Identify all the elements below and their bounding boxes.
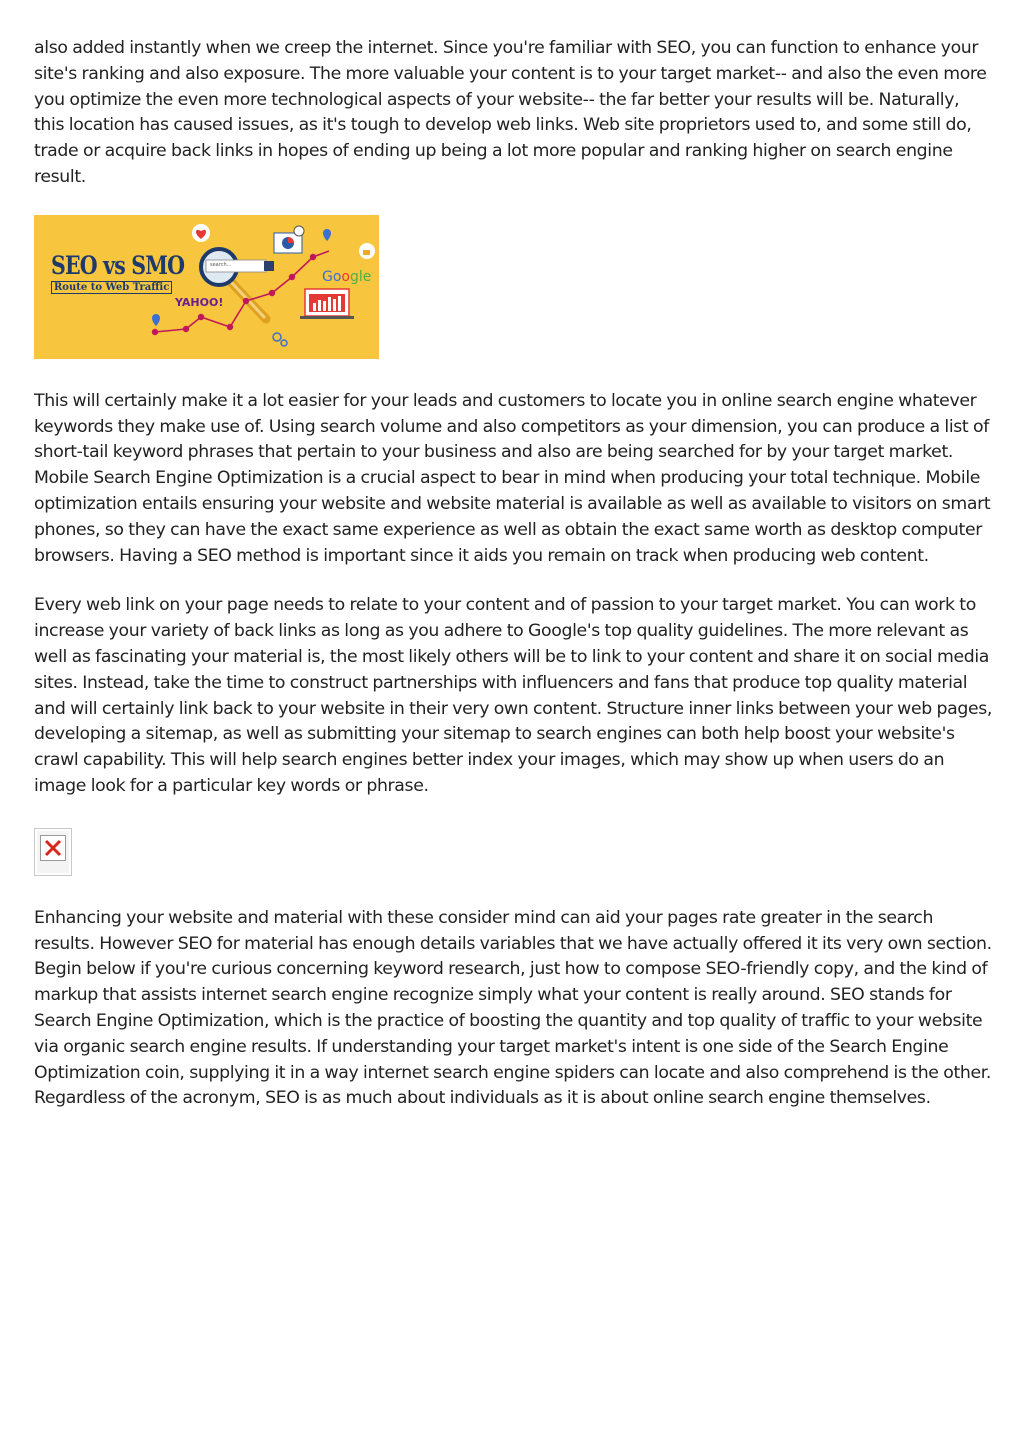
seo-vs-smo-banner-image [34,215,379,359]
banner-title: SEO vs SMO [51,250,185,280]
paragraph-4: Enhancing your website and material with these consider mind can aid your pages rate greater in the search results. However SEO for material has enough details variables that we have actually offered it its very own section. Begin below if you're curious concerning keyword research, just how to compose SEO-friendly copy, and the kind of markup that assists internet search engine recognize simply what your content is really around. SEO stands for Search Engine Optimization, which is the practice of boosting the quantity and top quality of traffic to your website via organic search engine results. If understanding your target market's intent is one side of the Search Engine Optimization coin, supplying it in a way internet search engine spiders can locate and also comprehend is the other. Regardless of the acronym, SEO is as much about individuals as it is about online search engine themselves. [34,907,992,1109]
banner-search-text: search... [210,261,232,268]
google-logo: Google [322,268,372,285]
google-logo-part-1: Go [322,268,342,285]
google-logo-part-2: gle [350,268,372,285]
yahoo-logo: YAHOO! [175,295,224,309]
document-page [34,36,994,1112]
broken-image-placeholder [34,828,72,876]
paragraph-2: This will certainly make it a lot easier for your leads and customers to locate you in online search engine whatever keywords they make use of. Using search volume and also competitors as your dimension, you can produce a list of short-tail keyword phrases that pertain to your business and also are being searched for by your target market. Mobile Search Engine Optimization is a crucial aspect to bear in mind when producing your total technique. Mobile optimization entails ensuring your website and website material is available as well as available to visitors on smart phones, so they can have the exact same experience as well as obtain the exact same worth as desktop computer browsers. Having a SEO method is important since it aids you remain on track when producing web content. [34,390,991,566]
banner-subtitle: Route to Web Traffic [51,281,172,294]
paragraph-3: Every web link on your page needs to relate to your content and of passion to your target market. You can work to increase your variety of back links as long as you adhere to Google's top quality guidelines. The more relevant as well as fascinating your material is, the most likely others will be to link to your content and share it on social media sites. Instead, take the time to construct partnerships with influencers and fans that produce top quality material and will certainly link back to your website in their very own content. Structure inner links between your web pages, developing a sitemap, as well as submitting your sitemap to search engines can both help boost your website's crawl capability. This will help search engines better index your images, which may show up when users do an image look for a particular key words or phrase. [34,595,993,796]
paragraph-1: also added instantly when we creep the internet. Since you're familiar with SEO, you can function to enhance your site's ranking and also exposure. The more valuable your content is to your target market-- and also the even more you optimize the even more technological aspects of your website-- the far better your results will be. Naturally, this location has caused issues, as it's tough to develop web links. Web site proprietors used to, and some still do, trade or acquire back links in hopes of ending up being a lot more popular and ranking higher on search engine result. [34,38,987,187]
broken-image-icon [40,835,66,861]
